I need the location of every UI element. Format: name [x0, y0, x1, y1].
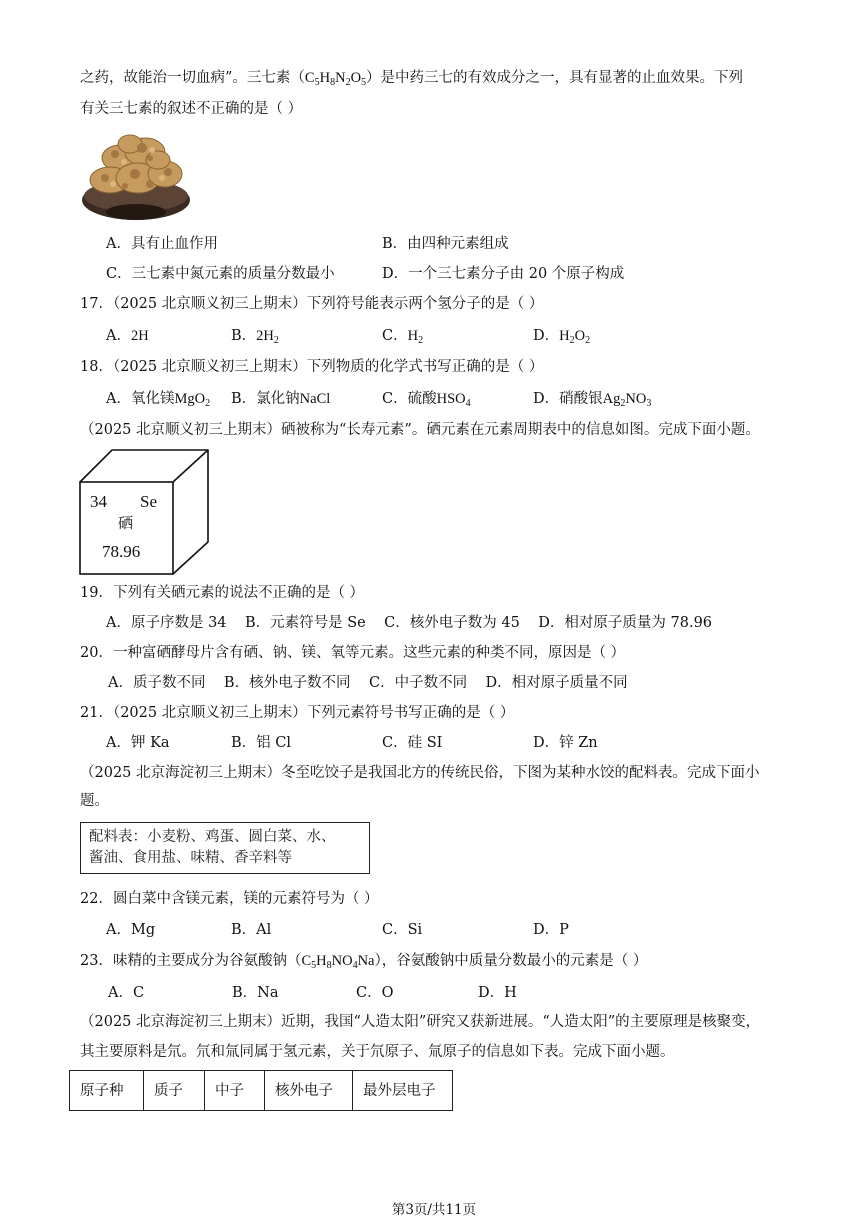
option-label: B． [231, 328, 257, 344]
q18-c-formula: $HSO_4$ [436, 391, 471, 409]
q18-option-b[interactable] [231, 389, 330, 409]
q16-stem-line1 [80, 68, 743, 88]
option-label: C．硫酸 [382, 391, 437, 407]
atomic-mass: 78.96 [102, 542, 141, 561]
q17-option-c[interactable] [382, 326, 423, 346]
periodic-table-cell [78, 448, 210, 576]
q22-option-a[interactable]: A．Mg [106, 922, 156, 938]
table-header-cell: 质子 [144, 1071, 205, 1111]
q23-stem-text-b: ），谷氨酸钠中质量分数最小的元素是（ ） [374, 953, 648, 969]
q21-option-b[interactable]: B．铝 Cl [231, 735, 291, 751]
q19-options[interactable]: A．原子序数是 34 B．元素符号是 Se C．核外电子数为 45 D．相对原子质量为 78.96 [106, 615, 713, 631]
cube-outline [78, 448, 210, 576]
q16-option-c[interactable]: C．三七素中氮元素的质量分数最小 [106, 266, 335, 282]
q23-option-b[interactable]: B．Na [232, 985, 279, 1001]
q16-option-b[interactable]: B．由四种元素组成 [382, 236, 509, 252]
sun-intro-line2: 其主要原料是氘。氘和氚同属于氢元素，关于氘原子、氚原子的信息如下表。完成下面小题。 [80, 1044, 675, 1060]
option-label: A．氧化镁 [106, 391, 175, 407]
ingredient-line2: 酱油、食用盐、味精、香辛料等 [89, 850, 292, 866]
q18-option-c[interactable] [382, 389, 471, 409]
dumpling-intro-line2: 题。 [80, 793, 109, 809]
q22-option-b[interactable]: B．Al [231, 922, 272, 938]
q17-option-d[interactable] [533, 326, 590, 346]
q21-option-d[interactable]: D．锌 Zn [533, 735, 598, 751]
q21-stem: 21．（2025 北京顺义初三上期末）下列元素符号书写正确的是（ ） [80, 705, 515, 721]
q18-stem: 18．（2025 北京顺义初三上期末）下列物质的化学式书写正确的是（ ） [80, 359, 544, 375]
sanqisu-formula: $C_5H_8N_2O_5$ [304, 70, 367, 88]
ingredient-line1: 配料表：小麦粉、鸡蛋、圆白菜、水、 [89, 829, 336, 845]
q22-option-d[interactable]: D．P [533, 922, 569, 938]
q18-b-formula: NaCl [299, 391, 331, 407]
q17-c-formula: $H_2$ [407, 328, 424, 346]
q16-option-d[interactable]: D．一个三七素分子由 20 个原子构成 [382, 266, 625, 282]
q17-d-formula: $H_2O_2$ [559, 328, 591, 346]
q18-option-a[interactable] [106, 389, 210, 409]
q18-option-d[interactable] [533, 389, 651, 409]
page-number: 第3页/共11页 [391, 1202, 477, 1218]
isotope-table [69, 1070, 453, 1111]
q23-option-a[interactable]: A．C [108, 985, 145, 1001]
q23-option-d[interactable]: D．H [478, 985, 517, 1001]
q23-stem-text-a: 23．味精的主要成分为谷氨酸钠（ [80, 953, 302, 969]
option-label: D．硝酸银 [533, 391, 603, 407]
option-label: B．氯化钠 [231, 391, 300, 407]
q23-stem [80, 951, 647, 971]
q17-b-formula: $2H_2$ [256, 328, 279, 346]
element-symbol: Se [140, 492, 157, 511]
atomic-number: 34 [90, 492, 107, 511]
element-name: 硒 [118, 514, 134, 532]
ingredient-list-box [80, 822, 370, 874]
q20-options[interactable]: A．质子数不同 B．核外电子数不同 C．中子数不同 D．相对原子质量不同 [108, 675, 628, 691]
q16-stem-line2: 有关三七素的叙述不正确的是（ ） [80, 101, 303, 117]
sanqi-herb-image [80, 128, 192, 223]
q17-stem: 17．（2025 北京顺义初三上期末）下列符号能表示两个氢分子的是（ ） [80, 296, 544, 312]
selenium-intro: （2025 北京顺义初三上期末）硒被称为“长寿元素”。硒元素在元素周期表中的信息如图。完成下面小题。 [80, 422, 760, 438]
sun-intro-line1: （2025 北京海淀初三上期末）近期，我国“人造太阳”研究又获新进展。“人造太阳”的主要原理是核聚变， [80, 1014, 761, 1030]
q23-option-c[interactable]: C．O [356, 985, 394, 1001]
q18-a-formula: MgO$_2$ [174, 391, 211, 409]
table-header-cell: 最外层电子 [353, 1071, 453, 1111]
q22-option-c[interactable]: C．Si [382, 922, 423, 938]
msg-formula: $C_5H_8NO_4Na$ [301, 953, 375, 971]
q16-stem-text-a: 之药，故能治一切血病”。三七素（ [80, 70, 305, 86]
q22-stem: 22．圆白菜中含镁元素，镁的元素符号为（ ） [80, 891, 379, 907]
q16-stem-text-b: ）是中药三七的有效成分之一，具有显著的止血效果。下列 [366, 70, 744, 86]
table-header-cell: 中子 [205, 1071, 265, 1111]
table-header-cell: 核外电子 [265, 1071, 353, 1111]
q16-option-a[interactable]: A．具有止血作用 [106, 236, 218, 252]
dumpling-intro-line1: （2025 北京海淀初三上期末）冬至吃饺子是我国北方的传统民俗，下图为某种水饺的配料表。完成下面小 [80, 765, 760, 781]
option-label: C． [382, 328, 408, 344]
q19-stem: 19．下列有关硒元素的说法不正确的是（ ） [80, 585, 365, 601]
q21-option-a[interactable]: A．钾 Ka [106, 735, 170, 751]
q21-option-c[interactable]: C．硅 SI [382, 735, 443, 751]
q20-stem: 20．一种富硒酵母片含有硒、钠、镁、氧等元素。这些元素的种类不同，原因是（ ） [80, 645, 626, 661]
q17-option-b[interactable] [231, 326, 279, 346]
table-header-row [70, 1071, 453, 1111]
table-header-cell: 原子种 [70, 1071, 144, 1111]
option-label: A． [106, 328, 131, 344]
option-label: D． [533, 328, 560, 344]
q18-d-formula: $Ag_2NO_3$ [602, 391, 652, 409]
q17-option-a[interactable] [106, 326, 149, 346]
q17-a-formula: 2H [130, 328, 149, 344]
